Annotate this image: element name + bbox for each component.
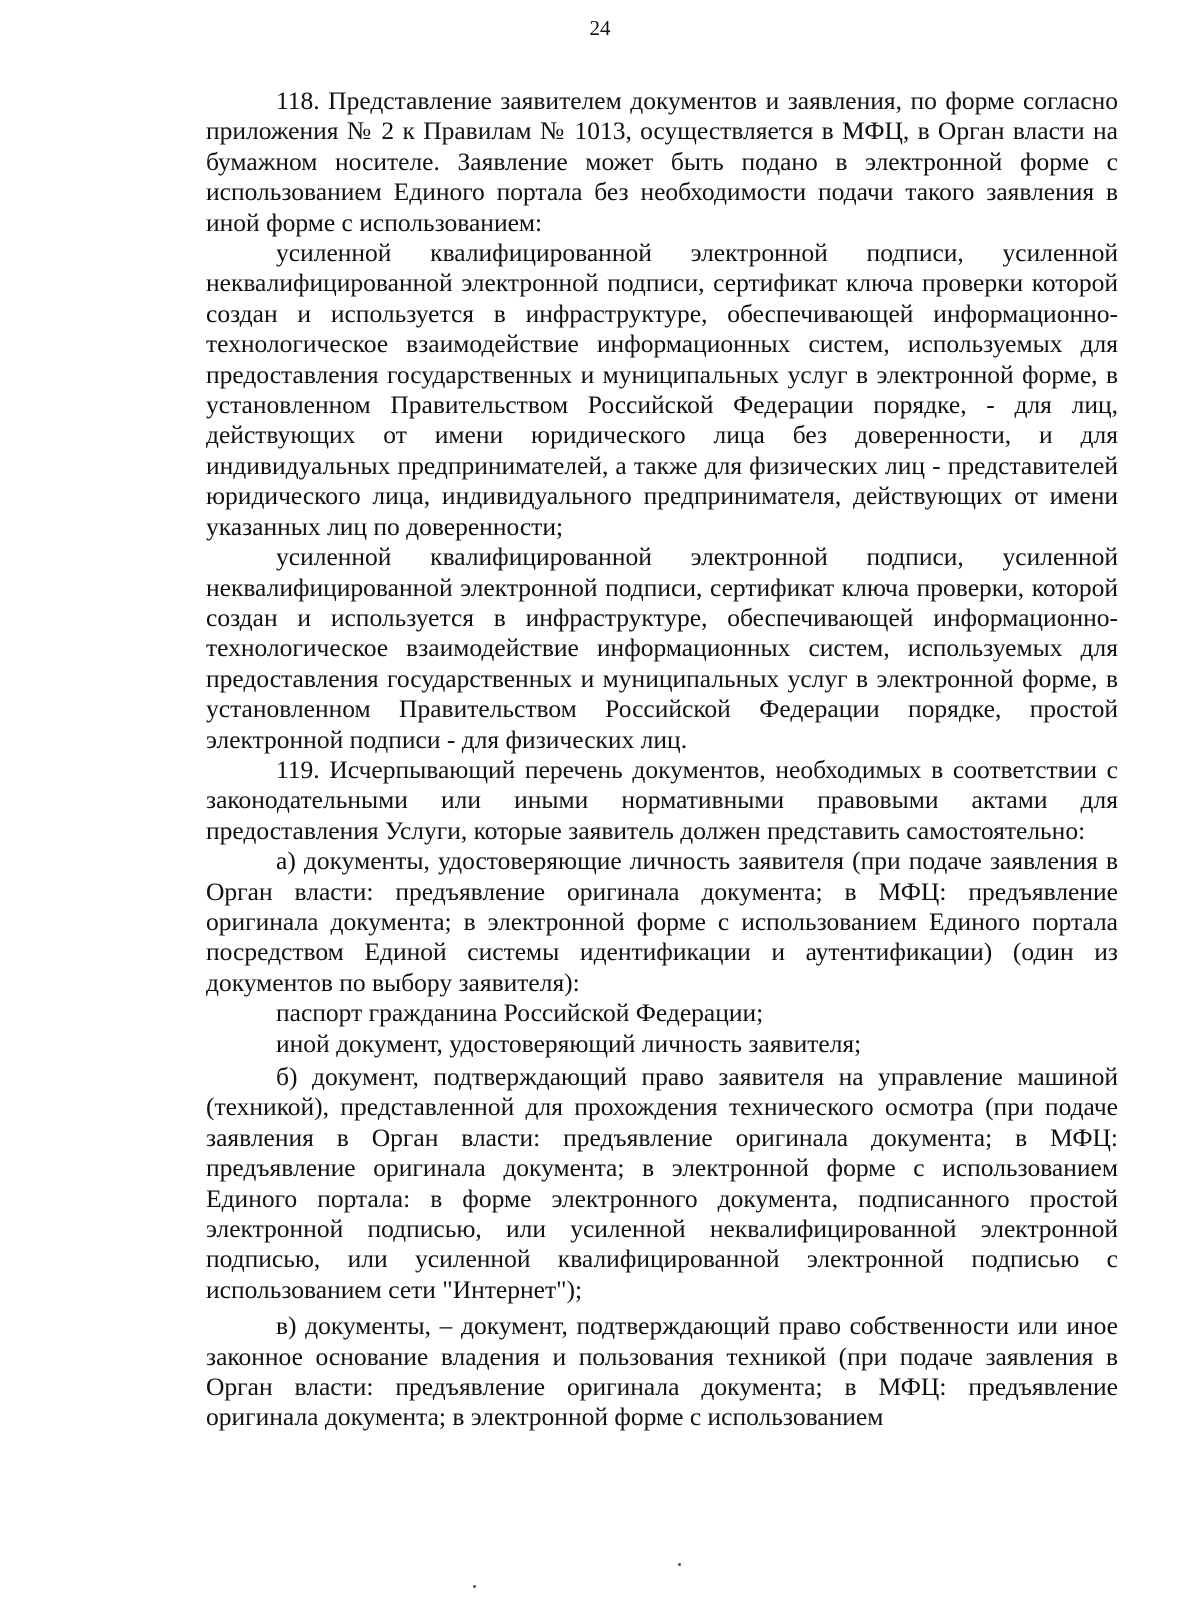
document-body <box>206 86 1118 1433</box>
scan-speck <box>678 1563 681 1566</box>
scan-speck <box>473 1585 476 1588</box>
paragraph-other-id-document: иной документ, удостоверяющий личность заявителя; <box>276 1028 862 1058</box>
paragraph-item-b: б) документ, подтверждающий право заявителя на управление машиной (техникой), представленной для прохождения технического осмотра (при подаче заявления в Орган власти: предъявление оригинала документа; в МФЦ: предъявление оригинала документа; в электронной форме с использованием Единого портала: в форме электронного документа, подписанного простой электронной подписью, или усиленной неквалифицированной электронной подписью, или усиленной квалифицированной электронной подписью с использованием сети "Интернет"); <box>206 1062 1118 1304</box>
paragraph-item-a: а) документы, удостоверяющие личность заявителя (при подаче заявления в Орган власти: предъявление оригинала документа; в МФЦ: предъявление оригинала документа; в электронной форме с использованием Единого портала посредством Единой системы идентификации и аутентификации) (один из документов по выбору заявителя): <box>206 846 1118 997</box>
paragraph-item-v: в) документы, – документ, подтверждающий право собственности или иное законное основание владения и пользования техникой (при подаче заявления в Орган власти: предъявление оригинала документа; в МФЦ: предъявление оригинала документа; в электронной форме с использованием <box>206 1311 1118 1432</box>
paragraph-passport: паспорт гражданина Российской Федерации; <box>276 998 764 1028</box>
paragraph-qualified-signature-individuals: усиленной квалифицированной электронной подписи, усиленной неквалифицированной электронной подписи, сертификат ключа проверки, которой создан и используется в инфраструктуре, обеспечивающей информационно-технологическое взаимодействие информационных систем, используемых для предоставления государственных и муниципальных услуг в электронной форме, в установленном Правительством Российской Федерации порядке, простой электронной подписи - для физических лиц. <box>206 542 1118 754</box>
paragraph-118: 118. Представление заявителем документов и заявления, по форме согласно приложения № 2 к Правилам № 1013, осуществляется в МФЦ, в Орган власти на бумажном носителе. Заявление может быть подано в электронной форме с использованием Единого портала без необходимости подачи такого заявления в иной форме с использованием: <box>206 86 1118 237</box>
page-number: 24 <box>589 16 611 40</box>
paragraph-qualified-signature-legal-entities: усиленной квалифицированной электронной подписи, усиленной неквалифицированной электронной подписи, сертификат ключа проверки которой создан и используется в инфраструктуре, обеспечивающей информационно-технологическое взаимодействие информационных систем, используемых для предоставления государственных и муниципальных услуг в электронной форме, в установленном Правительством Российской Федерации порядке, - для лиц, действующих от имени юридического лица без доверенности, и для индивидуальных предпринимателей, а также для физических лиц - представителей юридического лица, индивидуального предпринимателя, действующих от имени указанных лиц по доверенности; <box>206 238 1118 541</box>
paragraph-119: 119. Исчерпывающий перечень документов, необходимых в соответствии с законодательными или иными нормативными правовыми актами для предоставления Услуги, которые заявитель должен представить самостоятельно: <box>206 754 1118 845</box>
